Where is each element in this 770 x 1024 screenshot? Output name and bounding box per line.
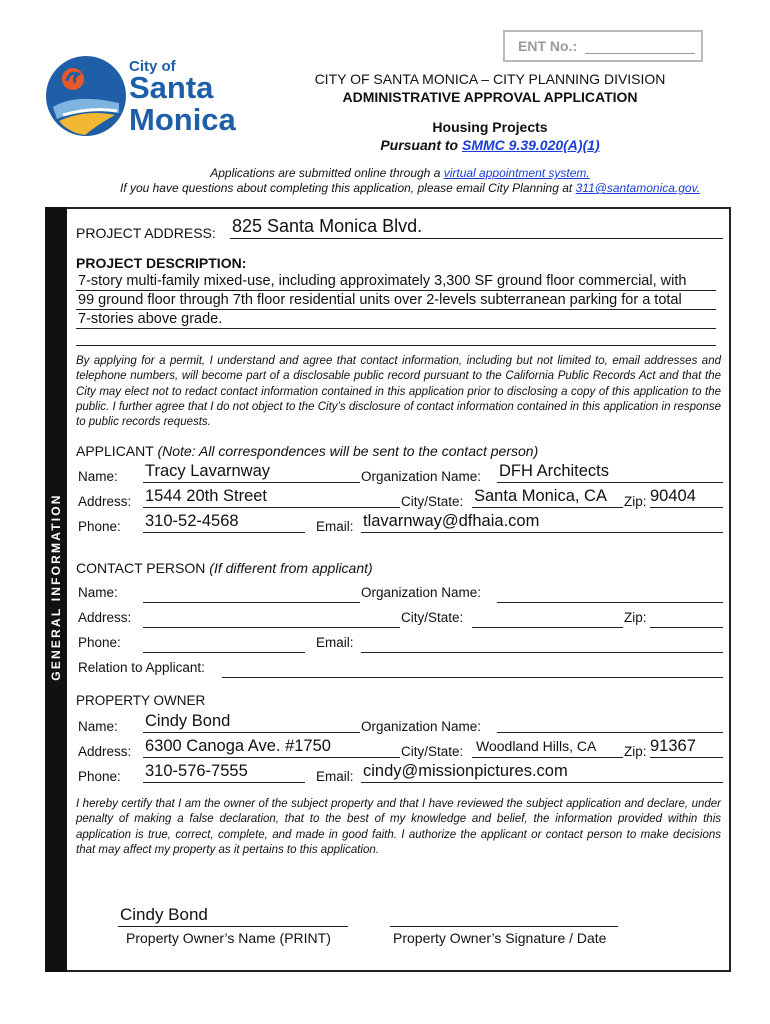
project-address-field[interactable] (230, 216, 723, 239)
applicant-email-value: tlavarnway@dfhaia.com (363, 512, 540, 530)
ent-number-line (585, 53, 695, 54)
owner-city-label: City/State: (401, 744, 464, 759)
applicant-note: (Note: All correspondences will be sent to the contact person) (157, 443, 539, 459)
applicant-org-value: DFH Architects (499, 462, 610, 480)
owner-zip-label: Zip: (624, 744, 647, 759)
applicant-address-value: 1544 20th Street (145, 487, 268, 505)
applicant-address-field[interactable] (143, 487, 400, 508)
owner-address-value: 6300 Canoga Ave. #1750 (145, 737, 331, 755)
description-text-2: 99 ground floor through 7th floor residential units over 2-levels subterranean parking for a total (78, 292, 682, 308)
city-logo (45, 55, 245, 140)
header-line-division: CITY OF SANTA MONICA – CITY PLANNING DIVISION (314, 71, 666, 87)
owner-address-label: Address: (78, 744, 132, 759)
virtual-appointment-link[interactable]: virtual appointment system. (443, 166, 590, 180)
applicant-zip-value: 90404 (650, 487, 696, 505)
description-text-1: 7-story multi-family mixed-use, including approximately 3,300 SF ground floor commercial, with (78, 273, 687, 289)
owner-org-field[interactable] (497, 715, 723, 733)
owner-city-field[interactable] (472, 740, 623, 758)
applicant-phone-label: Phone: (78, 519, 121, 534)
owner-phone-field[interactable] (143, 762, 305, 783)
disclosure-paragraph: By applying for a permit, I understand and agree that contact information, including but not limited to, email addresses and telephone numbers, will become part of a disclosable public record pursuant to the California Public Records Act and that the City may elect not to redact contact information contained in this application prior to disclosing a copy of this application to the public. I further agree that I do not object to the City’s disclosure of contact information contained in this application in response to public records requests. (76, 355, 721, 429)
applicant-org-label: Organization Name: (361, 469, 482, 484)
sidebar-label: GENERAL INFORMATION (49, 493, 63, 681)
description-text-3: 7-stories above grade. (78, 311, 223, 327)
owner-org-label: Organization Name: (361, 719, 482, 734)
owner-name-value: Cindy Bond (145, 712, 231, 730)
header-line-pursuant (280, 137, 700, 153)
applicant-zip-field[interactable] (650, 487, 723, 508)
project-description-field[interactable] (76, 272, 716, 346)
applicant-heading-text: APPLICANT (76, 443, 154, 459)
applicant-email-label: Email: (316, 519, 354, 534)
logo-text-santa: Santa (129, 70, 214, 105)
contact-relation-label: Relation to Applicant: (78, 660, 205, 675)
note-email-prefix: If you have questions about completing this application, please email City Planning at (119, 181, 576, 195)
description-line-1 (76, 272, 716, 291)
applicant-name-value: Tracy Lavarnway (145, 462, 271, 480)
note-online-prefix: Applications are submitted online through a (210, 166, 444, 180)
applicant-address-label: Address: (78, 494, 132, 509)
description-line-2 (76, 291, 716, 310)
contact-city-field[interactable] (472, 610, 623, 628)
header-note-email (100, 181, 720, 195)
applicant-city-label: City/State: (401, 494, 464, 509)
applicant-name-field[interactable] (143, 462, 360, 483)
header-note-online (0, 166, 770, 180)
owner-email-value: cindy@missionpictures.com (363, 762, 568, 780)
contact-heading-text: CONTACT PERSON (76, 560, 206, 576)
owner-city-value: Woodland Hills, CA (476, 738, 597, 754)
logo-circle-icon (45, 55, 127, 137)
project-description-label: PROJECT DESCRIPTION: (76, 255, 247, 271)
email-311-link[interactable]: 311@santamonica.gov. (575, 181, 701, 195)
ent-number-label: ENT No.: (518, 38, 578, 54)
owner-heading: PROPERTY OWNER (76, 693, 206, 708)
owner-phone-label: Phone: (78, 769, 121, 784)
owner-signature-field[interactable] (390, 908, 618, 927)
smmc-link[interactable]: SMMC 9.39.020(A)(1) (461, 137, 600, 153)
contact-note: (If different from applicant) (209, 560, 373, 576)
contact-phone-label: Phone: (78, 635, 121, 650)
project-address-label: PROJECT ADDRESS: (76, 225, 216, 241)
applicant-email-field[interactable] (361, 512, 723, 533)
certification-paragraph: I hereby certify that I am the owner of the subject property and that I have reviewed the subject application and declare, under penalty of making a false declaration, that to the best of my knowledge and belief, the information provided within this application is true, correct, complete, and made in good faith. I authorize the applicant or contact person to make decisions that may affect my property as it pertains to this application. (76, 798, 721, 856)
owner-zip-value: 91367 (650, 737, 696, 755)
contact-phone-field[interactable] (143, 635, 305, 653)
contact-email-field[interactable] (361, 635, 723, 653)
applicant-city-value: Santa Monica, CA (474, 487, 607, 505)
contact-name-label: Name: (78, 585, 118, 600)
owner-email-label: Email: (316, 769, 354, 784)
contact-zip-field[interactable] (650, 610, 723, 628)
header-line-application: ADMINISTRATIVE APPROVAL APPLICATION (342, 89, 638, 105)
contact-email-label: Email: (316, 635, 354, 650)
contact-name-field[interactable] (143, 585, 360, 603)
contact-city-label: City/State: (401, 610, 464, 625)
owner-printed-name-value: Cindy Bond (120, 905, 208, 924)
applicant-heading (76, 443, 538, 459)
owner-printed-name-caption: Property Owner’s Name (PRINT) (126, 930, 331, 946)
owner-printed-name-field[interactable] (118, 905, 348, 927)
applicant-phone-value: 310-52-4568 (145, 512, 239, 530)
contact-address-field[interactable] (143, 610, 400, 628)
contact-org-field[interactable] (497, 585, 723, 603)
description-line-3 (76, 310, 716, 329)
header-line-housing: Housing Projects (432, 119, 548, 135)
logo-text-city-of: City of (129, 58, 176, 75)
owner-phone-value: 310-576-7555 (145, 762, 248, 780)
owner-email-field[interactable] (361, 762, 723, 783)
contact-zip-label: Zip: (624, 610, 647, 625)
owner-address-field[interactable] (143, 737, 400, 758)
contact-relation-field[interactable] (222, 660, 723, 678)
applicant-name-label: Name: (78, 469, 118, 484)
owner-signature-caption: Property Owner’s Signature / Date (393, 930, 607, 946)
applicant-zip-label: Zip: (624, 494, 647, 509)
ent-number-box[interactable] (503, 30, 703, 62)
applicant-org-field[interactable] (497, 462, 723, 483)
pursuant-prefix: Pursuant to (380, 137, 462, 153)
owner-zip-field[interactable] (650, 737, 723, 758)
project-address-value: 825 Santa Monica Blvd. (232, 216, 423, 236)
applicant-city-field[interactable] (472, 487, 623, 508)
owner-name-field[interactable] (143, 712, 360, 733)
owner-name-label: Name: (78, 719, 118, 734)
description-line-4 (76, 329, 716, 346)
contact-heading (76, 560, 373, 576)
logo-text-monica: Monica (129, 102, 236, 137)
contact-org-label: Organization Name: (361, 585, 482, 600)
contact-address-label: Address: (78, 610, 132, 625)
applicant-phone-field[interactable] (143, 512, 305, 533)
